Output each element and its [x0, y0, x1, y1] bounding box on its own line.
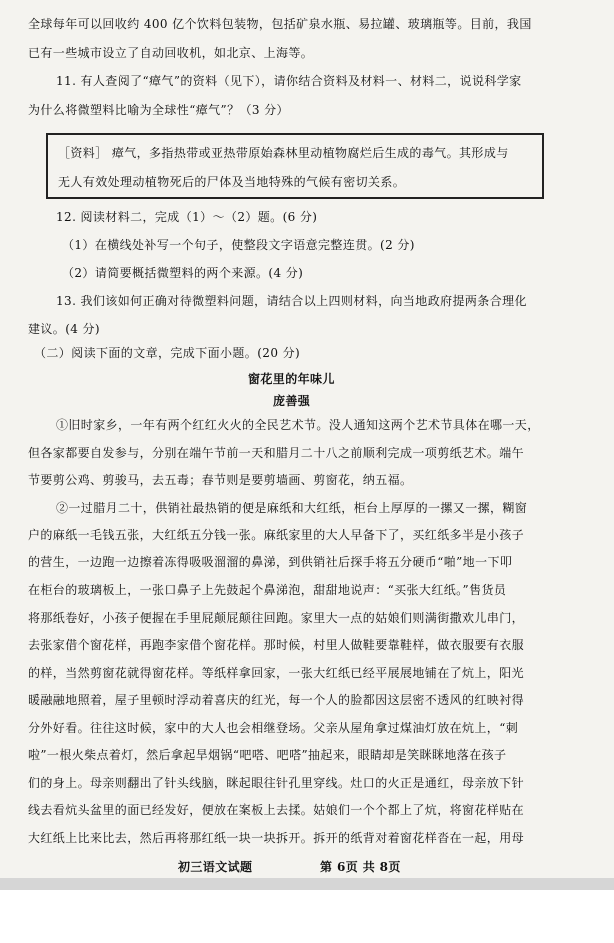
reference-text: ［资料］ 瘴气，多指热带或亚热带原始森林里动植物腐烂后生成的毒气。其形成与 — [58, 146, 509, 160]
paragraph-line: 的样，当然剪窗花就得窗花样。等纸样拿回家，一张大红纸已经平展展地铺在了炕上，阳光 — [28, 666, 525, 680]
paragraph-line: 线去看炕头盆里的面已经发好，便放在案板上去揉。姑娘们一个个都上了炕，将窗花样贴在 — [28, 803, 525, 817]
sub-question: （2）请简要概括微塑料的两个来源。(4 分) — [62, 266, 304, 280]
paragraph-line: 但各家都要自发参与，分别在端午节前一天和腊月二十八之前顺利完成一项剪纸艺术。端午 — [28, 446, 525, 460]
paragraph-line: 户的麻纸一毛钱五张，大红纸五分钱一张。麻纸家里的大人早备下了，买红纸多半是小孩子 — [28, 528, 525, 542]
paragraph-line: 们的身上。母亲则翻出了针头线脑，眯起眼往针孔里穿线。灶口的火正是通红，母亲放下针 — [28, 776, 525, 790]
paragraph-line: 在柜台的玻璃板上，一张口鼻子上先鼓起个鼻涕泡，甜甜地说声：“买张大红纸。”售货员 — [28, 583, 507, 597]
question-13: 13. 我们该如何正确对待微塑料问题，请结合以上四则材料，向当地政府提两条合理化 — [56, 294, 527, 308]
paragraph-line: 暖融融地照着，屋子里顿时浮动着喜庆的红光，每一个人的脸都因这层密不透风的红映衬得 — [28, 693, 525, 707]
text-line: 已有一些城市设立了自动回收机，如北京、上海等。 — [28, 46, 314, 60]
paragraph-line: 将那纸卷好，小孩子便握在手里屁颠屁颠往回跑。家里大一点的姑娘们则满街撒欢儿串门， — [28, 611, 525, 625]
paragraph-line: 啦”一根火柴点着灯，然后拿起旱烟锅“吧嗒、吧嗒”抽起来，眼睛却是笑眯眯地落在孩子 — [28, 748, 507, 762]
question-12: 12. 阅读材料二，完成（1）～（2）题。(6 分) — [56, 210, 318, 224]
question-11: 11. 有人查阅了“瘴气”的资料（见下），请你结合资料及材料一、材料二，说说科学家 — [56, 74, 522, 88]
text-line: 为什么将微塑料比喻为全球性“瘴气”？（3 分） — [28, 103, 289, 117]
article-title: 窗花里的年味儿 — [248, 372, 335, 386]
text-line: 建议。(4 分) — [28, 322, 101, 336]
paragraph-line: 分外好看。往往这时候，家中的大人也会相继登场。父亲从屋角拿过煤油灯放在炕上，“刺 — [28, 721, 519, 735]
paragraph-line: 的营生，一边跑一边擦着冻得吸吸溜溜的鼻涕，到供销社后探手将五分硬币“啪”地一下叩 — [28, 555, 513, 569]
paragraph-line: 节要剪公鸡、剪骏马，去五毒；春节则是要剪墙画、剪窗花，纳五福。 — [28, 473, 413, 487]
page-gap-divider — [0, 878, 614, 890]
blank-area — [0, 890, 614, 943]
paragraph-line: ①旧时家乡，一年有两个红红火火的全民艺术节。没人通知这两个艺术节具体在哪一天， — [56, 418, 540, 432]
sub-question: （1）在横线处补写一个句子，使整段文字语意完整连贯。(2 分) — [62, 238, 415, 252]
footer-subject: 初三语文试题 — [178, 860, 253, 874]
section-heading: （二）阅读下面的文章，完成下面小题。(20 分) — [34, 346, 301, 360]
paragraph-line: ②一过腊月二十，供销社最热销的便是麻纸和大红纸，柜台上厚厚的一摞又一摞，糊窗 — [56, 501, 528, 515]
footer-page-number: 第 6页 共 8页 — [320, 860, 401, 874]
paragraph-line: 大红纸上比来比去，然后再将那红纸一块一块拆开。拆开的纸背对着窗花样沓在一起，用母 — [28, 831, 525, 845]
reference-box — [46, 133, 544, 199]
text-line: 全球每年可以回收约 400 亿个饮料包装物，包括矿泉水瓶、易拉罐、玻璃瓶等。目前，我国 — [28, 17, 532, 31]
paragraph-line: 去张家借个窗花样，再跑李家借个窗花样。那时候，村里人做鞋要靠鞋样，做衣服要有衣服 — [28, 638, 525, 652]
reference-text: 无人有效处理动植物死后的尸体及当地特殊的气候有密切关系。 — [58, 175, 406, 189]
article-author: 庞善强 — [273, 394, 311, 408]
